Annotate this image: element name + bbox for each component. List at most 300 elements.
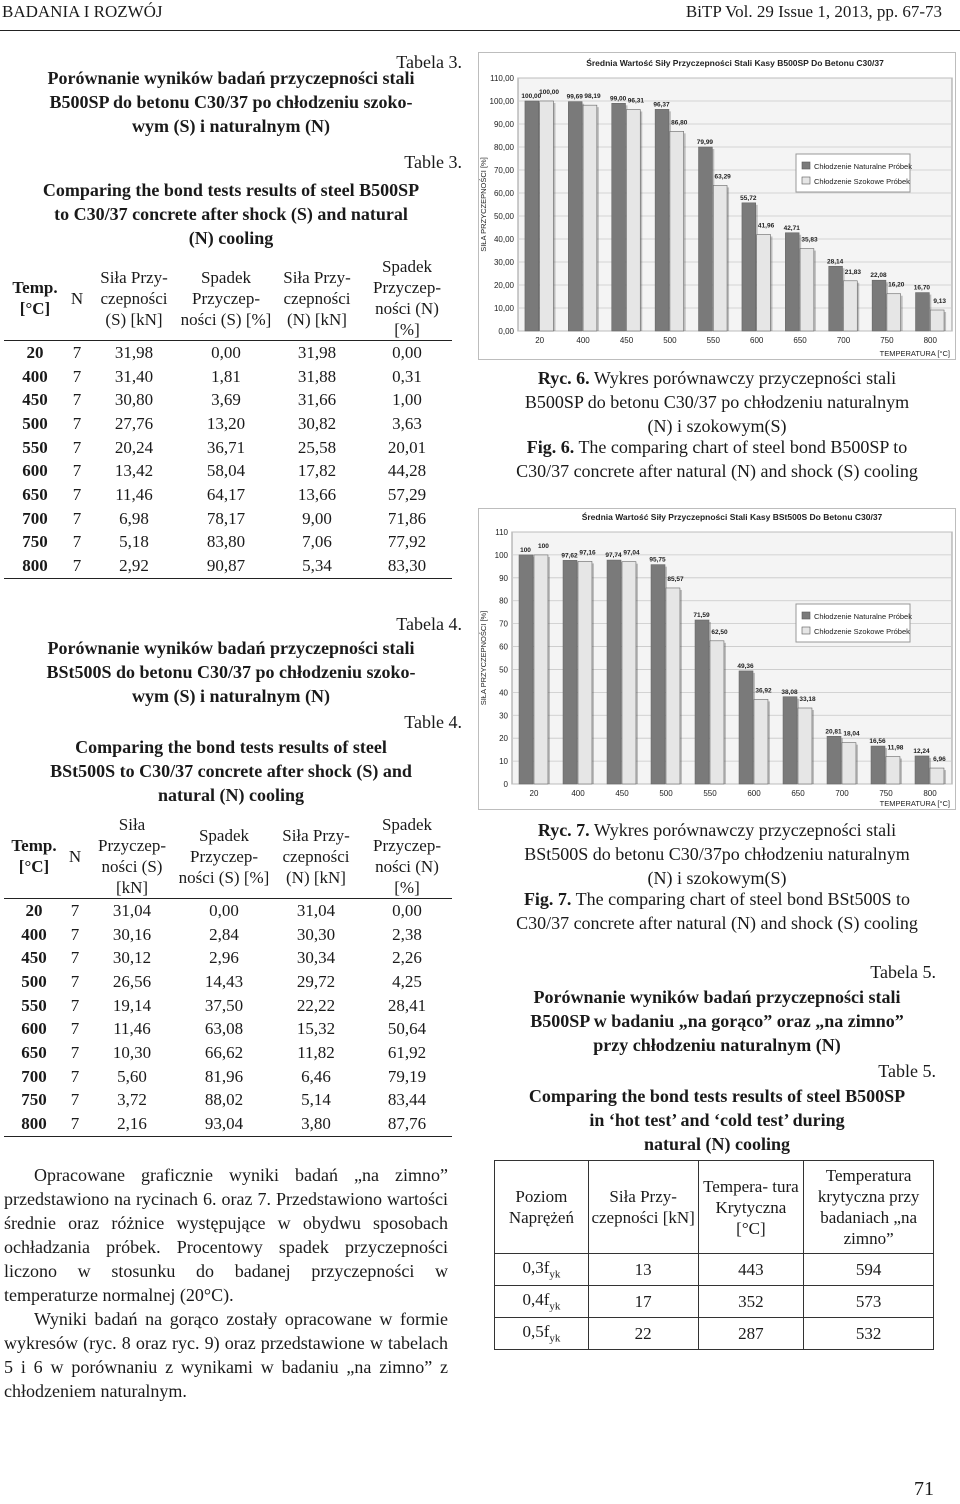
table-cell: 5,14: [301, 1090, 331, 1110]
table-cell: 6,46: [301, 1066, 331, 1086]
data-label: 35,83: [801, 236, 818, 244]
y-tick-label: 30,00: [493, 258, 514, 267]
x-tick-label: 20: [529, 789, 539, 798]
table-cell: 7: [72, 413, 82, 433]
table-cell: 87,76: [362, 1112, 452, 1136]
data-label: 22,08: [870, 272, 887, 280]
data-label: 95,75: [649, 556, 666, 564]
table5-label-en: Table 5.: [878, 1061, 936, 1081]
table-row: [4, 970, 452, 994]
table3-header: Siła Przy- czepności (N) [kN]: [272, 256, 362, 341]
data-label: 11,98: [887, 744, 904, 752]
y-tick-label: 0: [503, 780, 508, 789]
bar: [622, 562, 636, 784]
table-row: [4, 1065, 452, 1089]
data-label: 36,92: [755, 687, 772, 695]
table-cell: 2,84: [209, 924, 239, 944]
y-tick-label: 10: [499, 757, 508, 767]
table-cell: 5,34: [272, 554, 362, 578]
table-cell: 2,16: [86, 1112, 178, 1136]
table5-label-pl: Tabela 5.: [870, 962, 936, 982]
bar: [519, 555, 533, 784]
data-label: 85,57: [667, 575, 684, 583]
table-cell: 3,72: [117, 1090, 147, 1110]
y-axis-label: SIŁA PRZYCZEPNOŚCI [%]: [479, 610, 488, 706]
table3-title-en: Comparing the bond tests results of steel B500SP to C30/37 concrete after shock (S) and natural (N) cooling: [42, 180, 420, 248]
x-tick-label: 400: [576, 336, 590, 345]
data-label: 100: [520, 546, 531, 554]
table5-cell: 443: [698, 1254, 804, 1286]
temperature-cell: 650: [21, 1042, 47, 1062]
table-cell: 93,04: [178, 1112, 270, 1136]
temperature-cell: 750: [22, 532, 48, 552]
table3: [4, 256, 452, 579]
temperature-cell: 700: [22, 508, 48, 528]
figure6-caption-en: Fig. 6. The comparing chart of steel bond B500SP to C30/37 concrete after natural (N) and shock (S) cooling: [516, 437, 918, 481]
data-label: 63,29: [714, 173, 731, 181]
page-number: 71: [914, 1478, 934, 1500]
table5-cell: 532: [804, 1318, 934, 1350]
table-cell: 30,16: [112, 924, 152, 944]
table-cell: 7: [72, 461, 82, 481]
bar: [540, 101, 554, 331]
data-label: 20,81: [825, 728, 842, 736]
temperature-cell: 750: [21, 1090, 47, 1110]
table-cell: 7: [72, 437, 82, 457]
table-cell: 5,60: [117, 1066, 147, 1086]
table-cell: 0,00: [392, 900, 422, 920]
table-cell: 64,17: [206, 484, 246, 504]
table-cell: 31,66: [297, 390, 337, 410]
data-label: 28,14: [826, 258, 844, 266]
table-cell: 7: [70, 1019, 80, 1039]
y-axis-label: SIŁA PRZYCZEPNOŚCI [%]: [479, 157, 488, 252]
table-cell: 13,66: [297, 484, 337, 504]
table-cell: 7: [70, 1042, 80, 1062]
table-cell: 78,17: [206, 508, 246, 528]
data-label: 100: [538, 542, 549, 550]
table-cell: 25,58: [297, 437, 337, 457]
table-cell: 7: [72, 484, 82, 504]
temperature-cell: 700: [21, 1066, 47, 1086]
y-tick-label: 70: [499, 619, 508, 629]
x-tick-label: 700: [836, 336, 851, 345]
y-tick-label: 50: [499, 665, 508, 675]
table-cell: 2,38: [392, 924, 422, 944]
table-cell: 83,44: [387, 1090, 427, 1110]
x-tick-label: 450: [619, 336, 634, 345]
y-tick-label: 0,00: [498, 327, 514, 336]
table4-header: Spadek Przyczep- ności (S) [%]: [178, 814, 270, 899]
table5-header: Siła Przy- czepności [kN]: [588, 1161, 698, 1254]
table-cell: 4,25: [392, 971, 422, 991]
table5-cell: $0,4f_{yk}$: [495, 1286, 589, 1318]
legend-label: Chłodzenie Naturalne Próbek: [814, 162, 912, 171]
table-row: [4, 946, 452, 970]
table-cell: 79,19: [387, 1066, 427, 1086]
y-tick-label: 30: [499, 711, 508, 721]
table-cell: 50,64: [387, 1019, 427, 1039]
legend-swatch: [802, 612, 810, 619]
table-row: [4, 994, 452, 1018]
bar: [886, 757, 900, 784]
bar: [710, 641, 724, 784]
bar: [651, 565, 665, 784]
table5-cell: 13: [588, 1254, 698, 1286]
bar: [916, 293, 930, 331]
table-cell: 26,56: [112, 971, 152, 991]
table-cell: 36,71: [206, 437, 246, 457]
data-label: 9,13: [933, 298, 947, 306]
header-rule: [0, 30, 960, 31]
y-tick-label: 40,00: [493, 235, 514, 244]
table-cell: 2,92: [88, 554, 180, 578]
table5-cell: 573: [804, 1286, 934, 1318]
legend-box: [796, 604, 910, 642]
table-cell: 7: [72, 342, 82, 362]
legend: [796, 154, 912, 192]
temperature-cell: 400: [22, 366, 48, 386]
data-label: 100,00: [521, 93, 542, 100]
x-tick-label: 800: [923, 336, 937, 345]
table-cell: 0,00: [392, 342, 422, 362]
x-axis-label: TEMPERATURA [°C]: [879, 349, 950, 358]
bar: [666, 588, 680, 784]
legend-swatch: [802, 162, 810, 169]
table-cell: 31,40: [114, 366, 154, 386]
y-tick-label: 90,00: [493, 120, 514, 129]
bar: [757, 234, 771, 331]
x-tick-label: 550: [706, 336, 720, 345]
table4-label-en: Table 4.: [404, 712, 462, 732]
table-cell: 27,76: [114, 413, 154, 433]
table4-header: N: [64, 814, 86, 899]
table-cell: 7: [70, 1090, 80, 1110]
table-cell: 63,08: [204, 1019, 244, 1039]
bar: [583, 105, 597, 331]
bar: [871, 746, 885, 784]
data-label: 49,36: [737, 662, 754, 670]
table-cell: 3,63: [392, 413, 422, 433]
table3-label-pl: Tabela 3.: [396, 52, 462, 72]
data-label: 97,74: [605, 552, 622, 560]
table5: [494, 1160, 934, 1350]
y-tick-label: 60,00: [493, 189, 514, 198]
bar: [534, 555, 548, 784]
figure7-caption-en: Fig. 7. The comparing chart of steel bond BSt500S to C30/37 concrete after natural (N) and shock (S) cooling: [516, 889, 918, 933]
bar: [785, 233, 799, 331]
y-tick-label: 90: [499, 573, 508, 583]
table-row: [4, 1112, 452, 1136]
table5-cell: 594: [804, 1254, 934, 1286]
table-cell: 30,34: [296, 948, 336, 968]
x-axis-label: TEMPERATURA [°C]: [879, 799, 950, 808]
x-tick-label: 800: [923, 789, 937, 798]
bar: [930, 310, 944, 331]
table5-cell: 287: [698, 1318, 804, 1350]
table-cell: 3,69: [211, 390, 241, 410]
table-cell: 66,62: [204, 1042, 244, 1062]
table-cell: 7,06: [302, 532, 332, 552]
table4-header-row: [4, 814, 452, 899]
table5-header-row: [495, 1161, 934, 1254]
table4-header: Spadek Przyczep- ności (N) [%]: [362, 814, 452, 899]
temperature-cell: 400: [21, 924, 47, 944]
data-label: 16,20: [888, 281, 905, 289]
x-tick-label: 500: [659, 789, 673, 798]
table-cell: 57,29: [387, 484, 427, 504]
bar: [627, 109, 641, 331]
table5-cell: $0,3f_{yk}$: [495, 1254, 589, 1286]
table-cell: 2,26: [392, 948, 422, 968]
table-cell: 20,24: [114, 437, 154, 457]
table-cell: 7: [72, 532, 82, 552]
table4-title-pl: Porównanie wyników badań przyczepności stali BSt500S do betonu C30/37 po chłodzeniu szoko- wym (S) i naturalnym (N): [46, 638, 416, 706]
data-label: 16,70: [913, 284, 931, 292]
table-row: [4, 531, 452, 555]
temperature-cell: 450: [22, 390, 48, 410]
table-row: [4, 483, 452, 507]
bar: [607, 560, 621, 784]
table4-header: Siła Przy- czepności (N) [kN]: [270, 814, 362, 899]
bar: [754, 699, 768, 784]
bar: [742, 203, 756, 331]
data-label: 12,24: [913, 747, 930, 755]
bar: [612, 103, 626, 331]
table-cell: 30,12: [112, 948, 152, 968]
table-cell: 7: [70, 995, 80, 1015]
table-row: [4, 436, 452, 460]
table-cell: 61,92: [387, 1042, 427, 1062]
bar: [713, 185, 727, 331]
table3-header: Spadek Przyczep- ności (N) [%]: [362, 256, 452, 341]
table5-cell: 352: [698, 1286, 804, 1318]
temperature-cell: 600: [22, 461, 48, 481]
table-cell: 7: [70, 1066, 80, 1086]
table-cell: 20,01: [387, 437, 427, 457]
table-cell: 29,72: [296, 971, 336, 991]
temperature-cell: 500: [21, 971, 47, 991]
temperature-cell: 600: [21, 1019, 47, 1039]
table-cell: 31,04: [112, 900, 152, 920]
chart-title: Średnia Wartość Siły Przyczepności Stali Kasy B500SP Do Betonu C30/37: [586, 58, 884, 68]
table-cell: 0,31: [392, 366, 422, 386]
temperature-cell: 20: [26, 342, 44, 362]
figure7-chart: [478, 508, 956, 810]
table-cell: 31,88: [297, 366, 337, 386]
bar: [887, 294, 901, 331]
table-row: [4, 459, 452, 483]
bar: [915, 756, 929, 784]
bar: [568, 102, 582, 331]
table-cell: 7: [72, 390, 82, 410]
temperature-cell: 800: [4, 1112, 64, 1136]
table-cell: 58,04: [206, 461, 246, 481]
table-cell: 31,98: [297, 342, 337, 362]
table-cell: 7: [70, 971, 80, 991]
data-label: 42,71: [783, 224, 800, 232]
table-cell: 22,22: [296, 995, 336, 1015]
x-tick-label: 20: [535, 336, 545, 345]
x-tick-label: 500: [663, 336, 677, 345]
y-tick-label: 60: [499, 642, 508, 652]
legend-label: Chłodzenie Naturalne Próbek: [814, 612, 912, 621]
table-cell: 13,42: [114, 461, 154, 481]
table4-header: Siła Przyczep- ności (S) [kN]: [86, 814, 178, 899]
table5-header: Poziom Naprężeń: [495, 1161, 589, 1254]
table-row: [4, 412, 452, 436]
y-tick-label: 100: [494, 550, 508, 560]
table5-header: Temperatura krytyczna przy badaniach „na zimno”: [804, 1161, 934, 1254]
data-label: 6,96: [933, 756, 946, 764]
data-label: 99,69: [566, 93, 583, 101]
table-cell: 2,96: [209, 948, 239, 968]
table-cell: 9,00: [302, 508, 332, 528]
data-label: 79,99: [696, 139, 714, 147]
table-row: [4, 899, 452, 923]
table-cell: 90,87: [180, 554, 272, 578]
table-cell: 3,80: [270, 1112, 362, 1136]
table-cell: 30,80: [114, 390, 154, 410]
table-row: [4, 554, 452, 578]
data-label: 99,00: [609, 95, 627, 103]
legend-swatch: [802, 627, 810, 634]
table-cell: 11,46: [115, 484, 153, 504]
table3-header: Spadek Przyczep- ności (S) [%]: [180, 256, 272, 341]
table-cell: 7: [70, 900, 80, 920]
table4-header: Temp. [°C]: [4, 814, 64, 899]
table-cell: 30,82: [297, 413, 337, 433]
table-row: [495, 1318, 934, 1350]
x-tick-label: 600: [750, 336, 764, 345]
y-tick-label: 100,00: [489, 97, 514, 106]
temperature-cell: 500: [22, 413, 48, 433]
table-row: [4, 507, 452, 531]
x-tick-label: 650: [791, 789, 805, 798]
table5-title-pl: Porównanie wyników badań przyczepności stali B500SP w badaniu „na gorąco” oraz „na zimno” przy chłodzeniu naturalnym (N): [530, 987, 904, 1055]
data-label: 100,00: [539, 89, 560, 96]
table-row: [4, 923, 452, 947]
x-tick-label: 650: [793, 336, 807, 345]
x-tick-label: 750: [880, 336, 894, 345]
table-cell: 1,00: [392, 390, 422, 410]
body-text: [4, 1163, 448, 1403]
x-tick-label: 700: [835, 789, 849, 798]
table-cell: 30,30: [296, 924, 336, 944]
y-tick-label: 50,00: [493, 212, 514, 221]
table-cell: 7: [72, 508, 82, 528]
bar: [655, 109, 669, 331]
table5-cell: $0,5f_{yk}$: [495, 1318, 589, 1350]
data-label: 33,18: [799, 695, 816, 703]
data-label: 97,62: [561, 552, 578, 560]
bar: [872, 280, 886, 331]
table-row: [4, 1017, 452, 1041]
bar: [844, 281, 858, 331]
table-cell: 71,86: [387, 508, 427, 528]
table-cell: 13,20: [206, 413, 246, 433]
bar: [695, 620, 709, 784]
table3-header: N: [66, 256, 88, 341]
y-tick-label: 40: [499, 688, 508, 698]
table4: [4, 814, 452, 1137]
data-label: 96,37: [653, 101, 670, 109]
table3-title-pl: Porównanie wyników badań przyczepności stali B500SP do betonu C30/37 po chłodzeniu szoko- wym (S) i naturalnym (N): [47, 68, 415, 136]
table-cell: 19,14: [112, 995, 152, 1015]
table-row: [4, 365, 452, 389]
table3-header-row: [4, 256, 452, 341]
legend-label: Chłodzenie Szokowe Próbek: [814, 177, 910, 186]
table-cell: 28,41: [387, 995, 427, 1015]
table5-cell: 22: [588, 1318, 698, 1350]
legend: [796, 604, 912, 642]
table-row: [495, 1254, 934, 1286]
table-cell: 83,30: [362, 554, 452, 578]
table-cell: 15,32: [296, 1019, 336, 1039]
data-label: 18,04: [843, 730, 860, 738]
table-row: [4, 341, 452, 365]
table-cell: 0,00: [211, 342, 241, 362]
table-cell: 14,43: [204, 971, 244, 991]
table3-label-en: Table 3.: [404, 152, 462, 172]
bar: [739, 671, 753, 784]
table-cell: 17,82: [297, 461, 337, 481]
table-cell: 31,04: [296, 900, 336, 920]
y-tick-label: 10,00: [493, 304, 514, 313]
table-cell: 81,96: [204, 1066, 244, 1086]
bar: [827, 736, 841, 784]
table-cell: 77,92: [387, 532, 427, 552]
table5-cell: 17: [588, 1286, 698, 1318]
figure7-caption-pl: Ryc. 7. Wykres porównawczy przyczepności stali BSt500S do betonu C30/37po chłodzeniu naturalnym (N) i szokowym(S): [524, 820, 910, 888]
running-header-left: BADANIA I ROZWÓJ: [2, 2, 163, 21]
table-cell: 6,98: [119, 508, 149, 528]
x-tick-label: 400: [571, 789, 585, 798]
data-label: 21,83: [844, 268, 862, 276]
bar: [798, 708, 812, 784]
table5-header: Tempera- tura Krytyczna [°C]: [698, 1161, 804, 1254]
table-cell: 7: [70, 924, 80, 944]
table5-title-en: Comparing the bond tests results of steel B500SP in ‘hot test’ and ‘cold test’ during natural (N) cooling: [528, 1086, 906, 1154]
temperature-cell: 450: [21, 948, 47, 968]
table3-header: Siła Przy- czepności (S) [kN]: [88, 256, 180, 341]
data-label: 55,72: [740, 194, 757, 202]
bar: [525, 101, 539, 331]
x-tick-label: 600: [747, 789, 761, 798]
bar: [829, 266, 843, 331]
bar: [670, 131, 684, 331]
data-label: 97,04: [623, 549, 640, 557]
table-cell: 7: [64, 1112, 86, 1136]
y-tick-label: 20: [499, 734, 508, 744]
bar: [563, 560, 577, 784]
y-tick-label: 110: [495, 528, 508, 537]
table-cell: 11,46: [113, 1019, 151, 1039]
table-cell: 7: [66, 554, 88, 578]
temperature-cell: 20: [25, 900, 43, 920]
figure6-caption-pl: Ryc. 6. Wykres porównawczy przyczepności stali B500SP do betonu C30/37 po chłodzeniu naturalnym (N) i szokowym(S): [524, 368, 910, 436]
table-cell: 0,00: [209, 900, 239, 920]
x-tick-label: 750: [879, 789, 893, 798]
figure6-chart: [478, 52, 956, 360]
data-label: 96,31: [627, 97, 645, 105]
x-tick-label: 550: [703, 789, 717, 798]
legend-swatch: [802, 177, 810, 184]
table-cell: 10,30: [112, 1042, 152, 1062]
table-cell: 11,82: [297, 1042, 335, 1062]
table-row: [495, 1286, 934, 1318]
table-row: [4, 1041, 452, 1065]
